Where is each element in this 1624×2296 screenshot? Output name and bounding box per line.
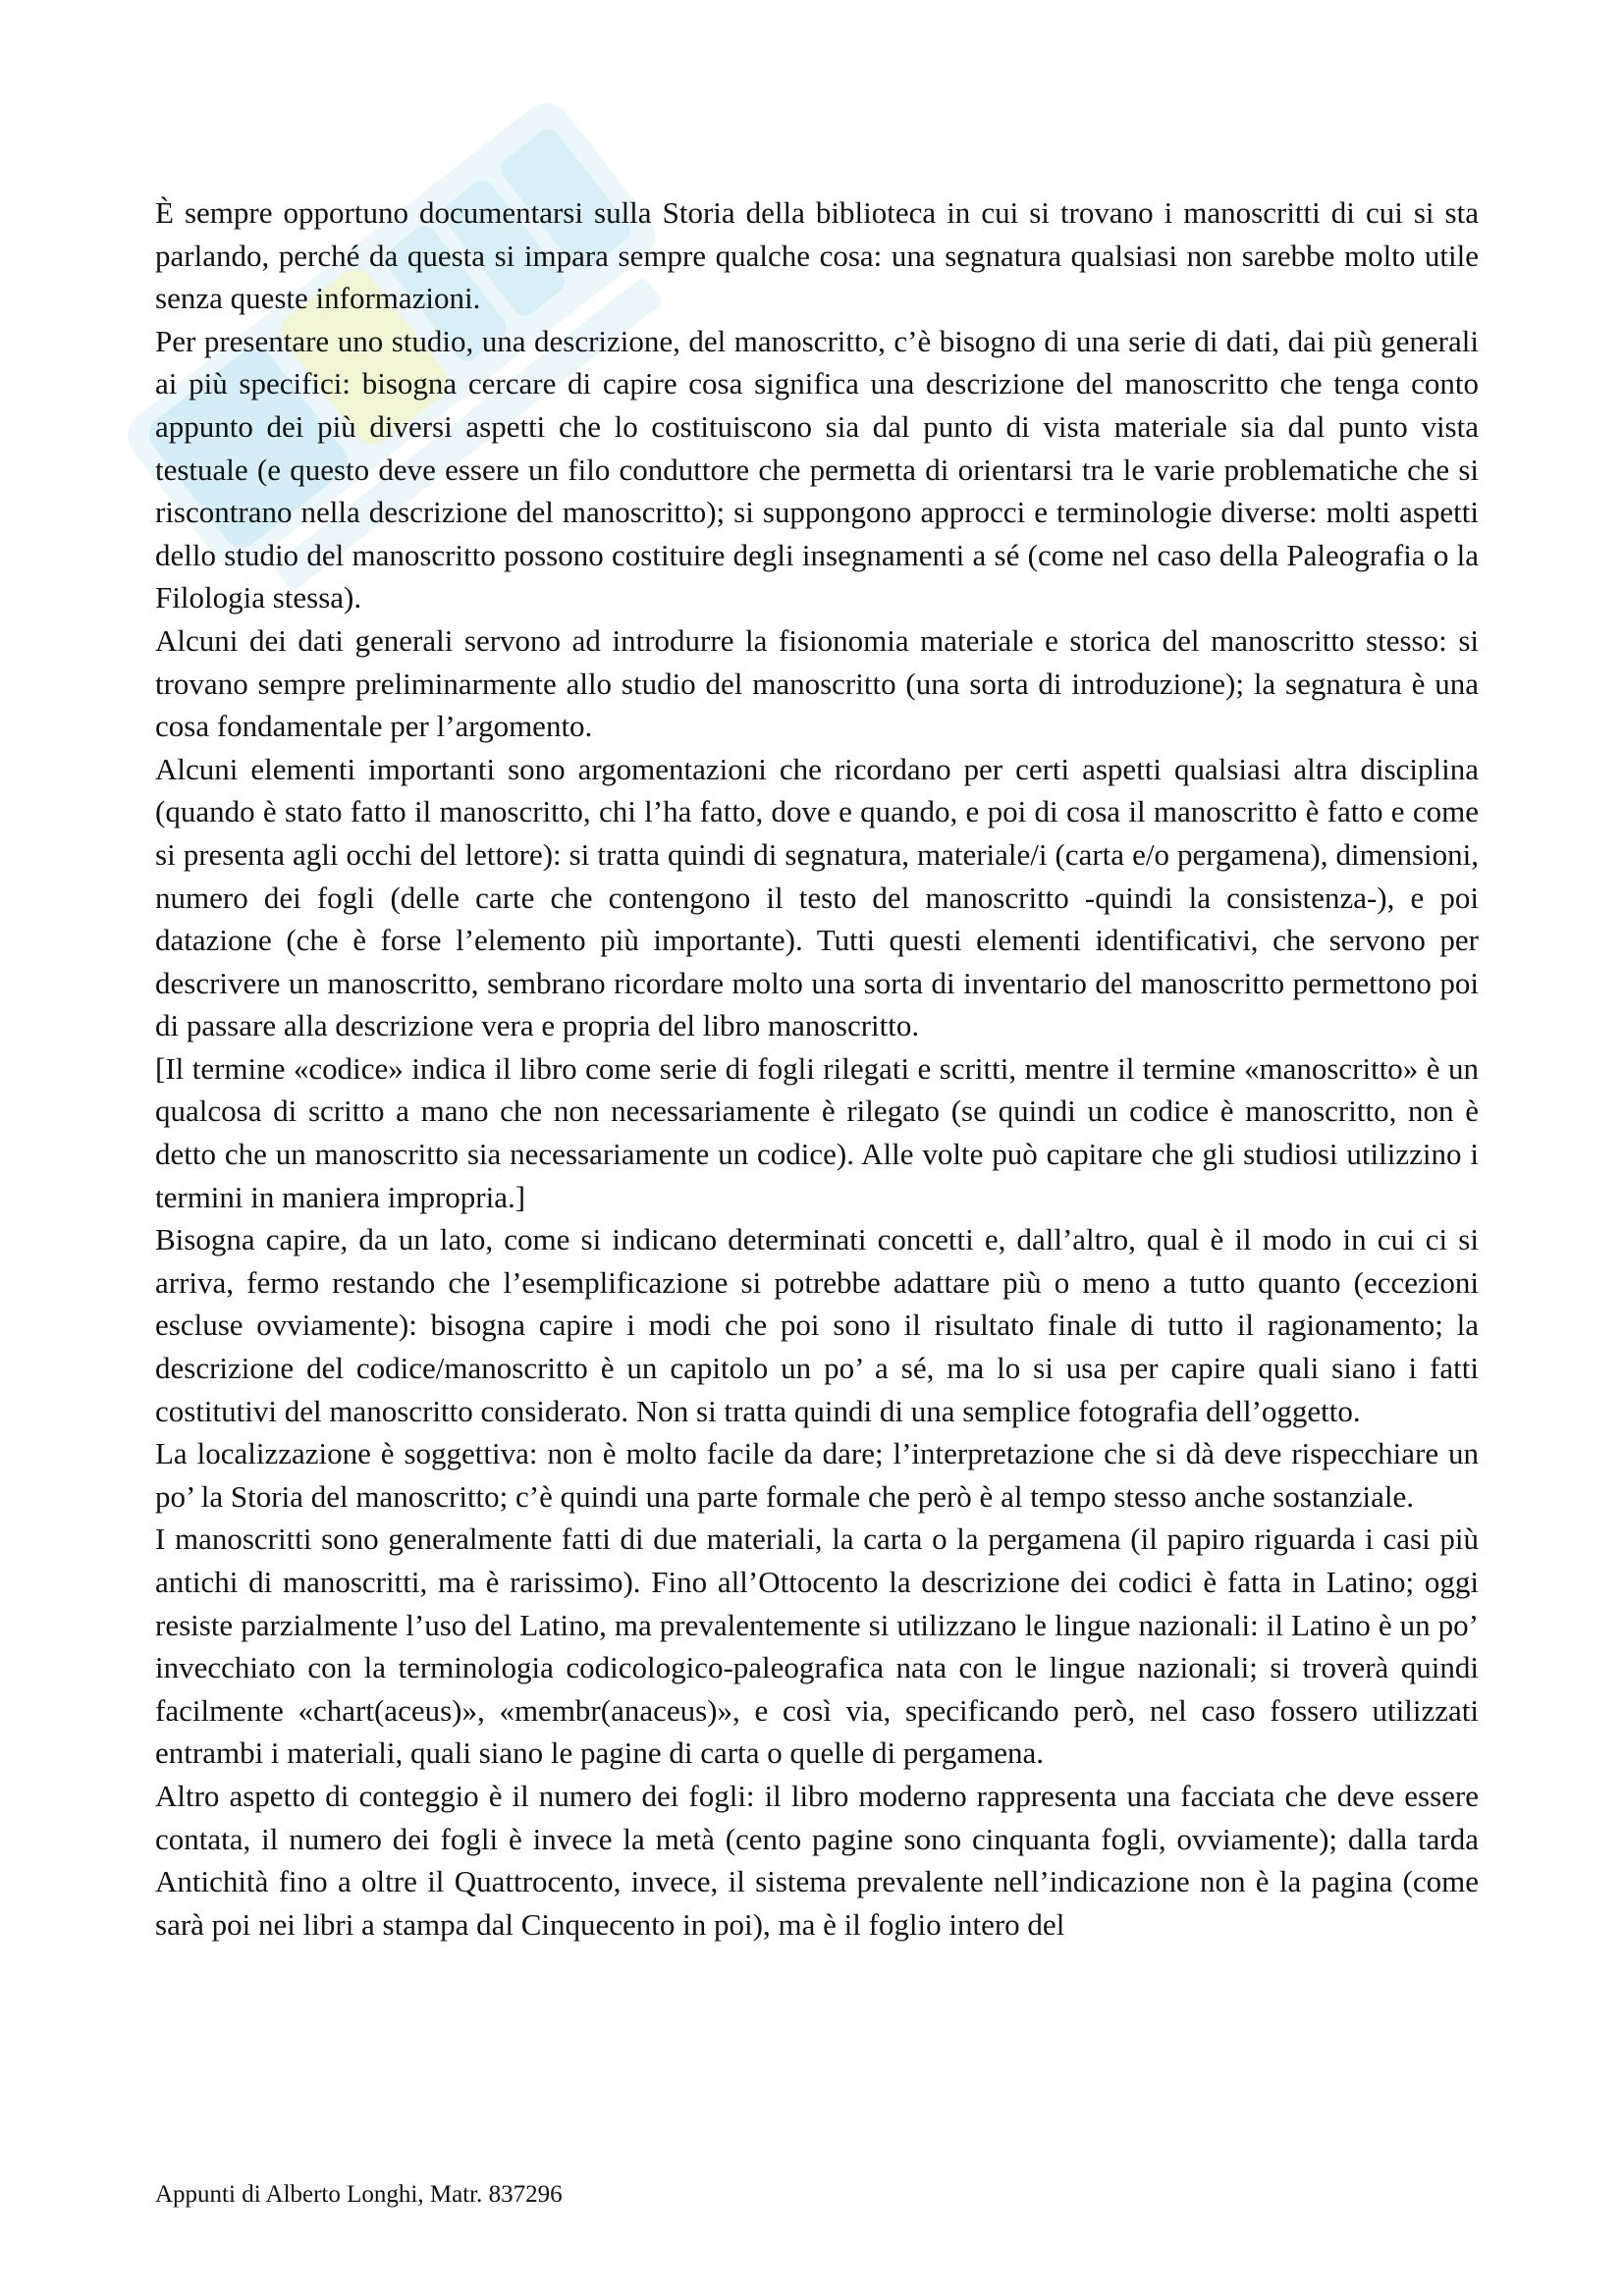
paragraph: Per presentare uno studio, una descrizione, del manoscritto, c’è bisogno di una serie di dati, dai più generali ai più specifici: bisogna cercare di capire cosa significa una descrizione del manoscritto che tenga conto appunto dei più diversi aspetti che lo costituiscono sia dal punto di vista materiale sia dal punto vista testuale (e questo deve essere un filo conduttore che permetta di orientarsi tra le varie problematiche che si riscontrano nella descrizione del manoscritto); si suppongono approcci e terminologie diverse: molti aspetti dello studio del manoscritto possono costituire degli insegnamenti a sé (come nel caso della Paleografia o la Filologia stessa).	[155, 323, 1479, 615]
paragraph: [Il termine «codice» indica il libro come serie di fogli rilegati e scritti, mentre il termine «manoscritto» è un qualcosa di scritto a mano che non necessariamente è rilegato (se quindi un codice è manoscritto, non è detto che un manoscritto sia necessariamente un codice). Alle volte può capitare che gli studiosi utilizzino i termini in maniera impropria.]	[155, 1050, 1479, 1214]
paragraph: Alcuni dei dati generali servono ad introdurre la fisionomia materiale e storica del manoscritto stesso: si trovano sempre preliminarmente allo studio del manoscritto (una sorta di introduzione); la segnatura è una cosa fondamentale per l’argomento.	[155, 622, 1479, 744]
paragraph: Bisogna capire, da un lato, come si indicano determinati concetti e, dall’altro, qual è il modo in cui ci si arriva, fermo restando che l’esemplificazione si potrebbe adattare più o meno a tutto quanto (eccezioni escluse ovviamente): bisogna capire i modi che poi sono il risultato finale di tutto il ragionamento; la descrizione del codice/manoscritto è un capitolo un po’ a sé, ma lo si usa per capire quali siano i fatti costitutivi del manoscritto considerato. Non si tratta quindi di una semplice fotografia dell’oggetto.	[155, 1222, 1479, 1428]
paragraph: La localizzazione è soggettiva: non è molto facile da dare; l’interpretazione che si dà deve rispecchiare un po’ la Storia del manoscritto; c’è quindi una parte formale che però è al tempo stesso anche sostanziale.	[155, 1436, 1479, 1514]
paragraph: Altro aspetto di conteggio è il numero dei fogli: il libro moderno rappresenta una facciata che deve essere contata, il numero dei fogli è invece la metà (cento pagine sono cinquanta fogli, ovviamente); dalla tarda Antichità fino a oltre il Quattrocento, invece, il sistema prevalente nell’indicazione non è la pagina (come sarà poi nei libri a stampa dal Cinquecento in poi), ma è il foglio intero del	[155, 1778, 1479, 1942]
paragraph: I manoscritti sono generalmente fatti di due materiali, la carta o la pergamena (il papiro riguarda i casi più antichi di manoscritti, ma è rarissimo). Fino all’Ottocento la descrizione dei codici è fatta in Latino; oggi resiste parzialmente l’uso del Latino, ma prevalentemente si utilizzano le lingue nazionali: il Latino è un po’ invecchiato con la terminologia codicologico-paleografica nata con le lingue nazionali; si troverà quindi facilmente «chart(aceus)», «membr(anaceus)», e così via, specificando però, nel caso fossero utilizzati entrambi i materiali, quali siano le pagine di carta o quelle di pergamena.	[155, 1522, 1479, 1771]
page-footer: Appunti di Alberto Longhi, Matr. 837296	[155, 2181, 563, 2208]
paragraph: Alcuni elementi importanti sono argomentazioni che ricordano per certi aspetti qualsiasi altra disciplina (quando è stato fatto il manoscritto, chi l’ha fatto, dove e quando, e poi di cosa il manoscritto è fatto e come si presenta agli occhi del lettore): si tratta quindi di segnatura, materiale/i (carta e/o pergamena), dimensioni, numero dei fogli (delle carte che contengono il testo del manoscritto -quindi la consistenza-), e poi datazione (che è forse l’elemento più importante). Tutti questi elementi identificativi, che servono per descrivere un manoscritto, sembrano ricordare molto una sorta di inventario del manoscritto permettono poi di passare alla descrizione vera e propria del libro manoscritto.	[155, 751, 1479, 1043]
document-body	[155, 191, 1479, 1946]
paragraph: È sempre opportuno documentarsi sulla Storia della biblioteca in cui si trovano i manoscritti di cui si sta parlando, perché da questa si impara sempre qualche cosa: una segnatura qualsiasi non sarebbe molto utile senza queste informazioni.	[155, 195, 1479, 316]
